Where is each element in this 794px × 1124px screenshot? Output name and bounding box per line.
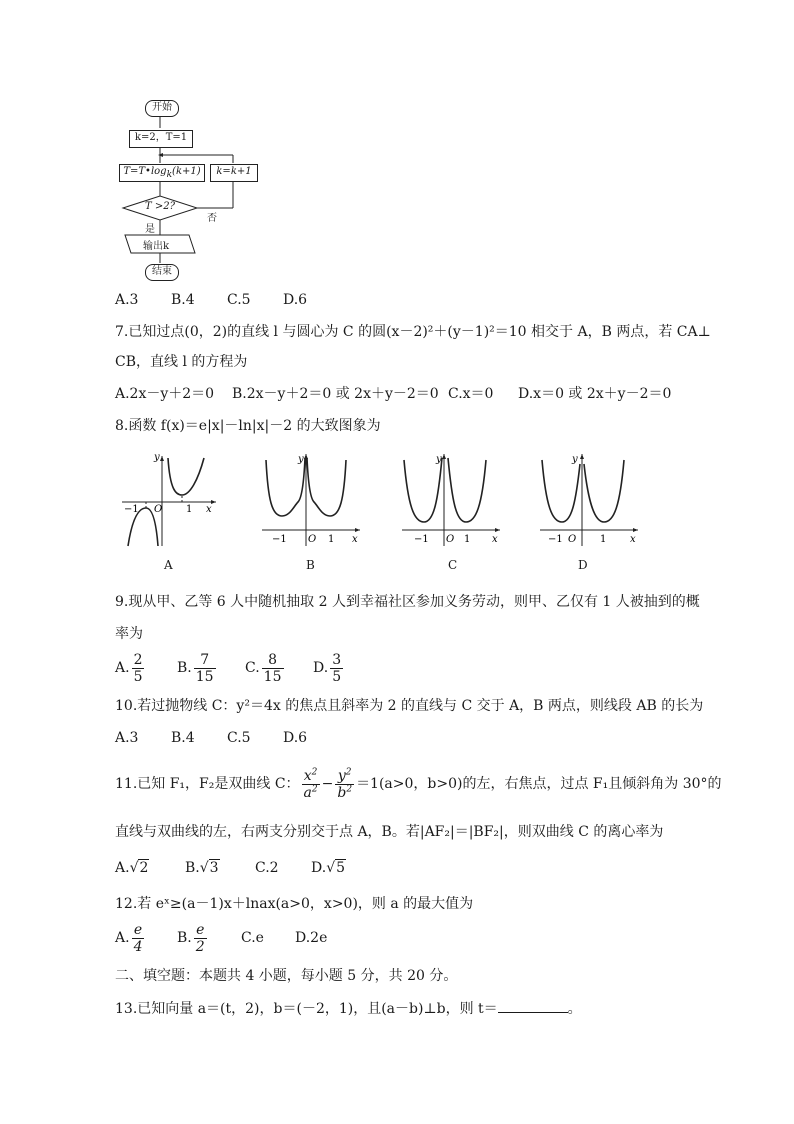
graph-b-label: B [306, 558, 315, 572]
graph-b-svg [258, 450, 366, 550]
q9-option-d: D. $\frac{3}{5}$ [313, 651, 342, 685]
flowchart-start: 开始 [145, 100, 179, 117]
q7-option-b: B.2x－y＋2＝0 或 2x＋y－2＝0 [232, 386, 439, 402]
q9-stem-line2: 率为 [115, 626, 143, 642]
q11-option-b: B.√3 [185, 860, 219, 876]
q11-stem-line2: 直线与双曲线的左，右两支分别交于点 A，B。若|AF₂|＝|BF₂|，则双曲线 C 的离心率为 [115, 824, 664, 840]
graph-b-origin: O [308, 534, 317, 545]
graph-c-x-label: x [492, 534, 498, 545]
graph-d-svg [536, 450, 644, 550]
flowchart-output-label: 输出k [143, 241, 170, 252]
graph-c-origin: O [446, 534, 455, 545]
q7-stem-line2: CB，直线 l 的方程为 [115, 354, 248, 370]
q10-option-b: B.4 [171, 730, 195, 746]
flowchart-connectors [115, 95, 265, 285]
q9-options [115, 650, 345, 686]
q11-option-d: D.√5 [311, 860, 346, 876]
graph-a-tick-neg: −1 [124, 504, 139, 515]
flowchart-increment: k=k+1 [210, 164, 258, 182]
q12-option-b: B. $\frac{e}{2}$ [177, 921, 205, 955]
q9-option-a: A. $\frac{2}{5}$ [115, 651, 143, 685]
q6-option-a: A.3 [115, 292, 139, 308]
graph-b-tick-neg: −1 [272, 534, 287, 545]
q8-graph-d [536, 450, 644, 572]
q12-options [115, 920, 327, 956]
q9-option-c: C. $\frac{8}{15}$ [245, 651, 282, 685]
graph-a-origin: O [154, 504, 163, 515]
q10-option-a: A.3 [115, 730, 139, 746]
q8-stem: 8.函数 f(x)＝e|x|－ln|x|－2 的大致图象为 [115, 418, 381, 434]
q6-option-c: C.5 [227, 292, 251, 308]
graph-d-tick-pos: 1 [600, 534, 607, 545]
q12-option-c: C.e [241, 930, 264, 946]
flowchart-no-label: 否 [207, 213, 217, 224]
graph-d-x-label: x [630, 534, 636, 545]
q11-y-fraction: $\frac{y^2}{b^2}$ [337, 766, 353, 801]
graph-d-origin: O [568, 534, 577, 545]
q11-option-c: C.2 [255, 860, 279, 876]
graph-c-label: C [448, 558, 458, 572]
flowchart-end: 结束 [145, 264, 179, 281]
flowchart-yes-label: 是 [145, 224, 155, 235]
q7-option-c: C.x＝0 [448, 386, 494, 402]
q13-stem: 13.已知向量 a＝(t，2)，b＝(－2，1)，且(a－b)⊥b，则 t＝ 。 [115, 998, 582, 1019]
flowchart-init: k=2，T=1 [129, 130, 193, 148]
q9-option-b: B. $\frac{7}{15}$ [177, 651, 214, 685]
q11-options [115, 858, 346, 878]
q7-option-d: D.x＝0 或 2x＋y－2＝0 [518, 386, 672, 402]
graph-b-y-label: y [298, 454, 304, 465]
q8-graph-c [398, 450, 506, 572]
graph-a-svg [118, 450, 222, 550]
flowchart-process: $T=T•\log_k(k+1)$ [119, 164, 205, 182]
q8-graph-a [118, 450, 222, 572]
section-2-heading: 二、填空题：本题共 4 小题，每小题 5 分，共 20 分。 [115, 968, 458, 984]
q12-option-d: D.2e [295, 930, 328, 946]
q9-stem-line1: 9.现从甲、乙等 6 人中随机抽取 2 人到幸福社区参加义务劳动，则甲、乙仅有 1 人被抽到的概 [115, 594, 700, 610]
flowchart-decision-label: T >2? [145, 201, 175, 212]
q6-option-b: B.4 [171, 292, 195, 308]
graph-b-tick-pos: 1 [328, 534, 335, 545]
graph-c-tick-pos: 1 [464, 534, 471, 545]
q7-stem-line1: 7.已知过点(0，2)的直线 l 与圆心为 C 的圆(x－2)²＋(y－1)²＝10 相交于 A，B 两点，若 CA⊥ [115, 324, 711, 340]
graph-a-tick-pos: 1 [186, 504, 193, 515]
q13-answer-blank[interactable] [498, 998, 568, 1013]
q11-stem-line1: 11.已知 F₁，F₂是双曲线 C： $\frac{x^2}{a^2}$ − $\frac{y^2}{b^2}$ ＝1(a>0，b>0)的左，右焦点，过点 F₁且倾斜角为 30°的 [115, 766, 722, 801]
q6-options [115, 290, 307, 310]
q6-option-d: D.6 [283, 292, 308, 308]
q10-options [115, 728, 307, 748]
graph-c-tick-neg: −1 [414, 534, 429, 545]
q11-option-a: A.√2 [115, 860, 149, 876]
graph-d-label: D [578, 558, 588, 572]
graph-a-label: A [164, 558, 173, 572]
graph-c-y-label: y [436, 454, 442, 465]
q12-stem: 12.若 eˣ≥(a－1)x＋lnax(a>0，x>0)，则 a 的最大值为 [115, 896, 474, 912]
q10-stem: 10.若过抛物线 C：y²＝4x 的焦点且斜率为 2 的直线与 C 交于 A，B 两点，则线段 AB 的长为 [115, 698, 704, 714]
q10-option-c: C.5 [227, 730, 251, 746]
graph-c-svg [398, 450, 506, 550]
q8-graph-b [258, 450, 366, 572]
q7-options [115, 384, 671, 404]
q11-x-fraction: $\frac{x^2}{a^2}$ [303, 766, 318, 801]
q7-option-a: A.2x－y＋2＝0 [115, 386, 215, 402]
graph-d-y-label: y [572, 454, 578, 465]
graph-a-y-label: y [154, 452, 160, 463]
graph-a-x-label: x [206, 504, 212, 515]
graph-d-tick-neg: −1 [548, 534, 563, 545]
graph-b-x-label: x [352, 534, 358, 545]
flowchart [115, 95, 265, 285]
q10-option-d: D.6 [283, 730, 308, 746]
q12-option-a: A. $\frac{e}{4}$ [115, 921, 143, 955]
